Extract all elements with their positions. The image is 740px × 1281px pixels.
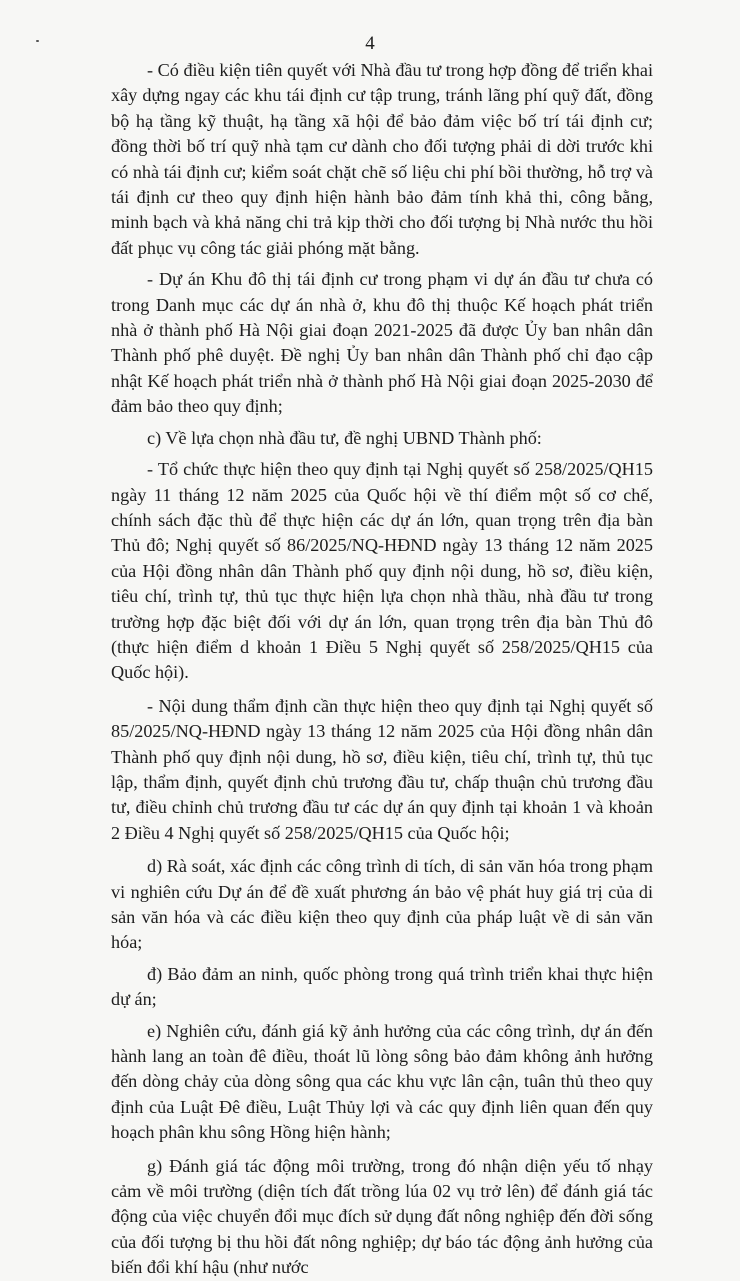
paragraph-dyke-corridor: e) Nghiên cứu, đánh giá kỹ ảnh hưởng của các công trình, dự án đến hành lang an toàn đê điều, thoát lũ lòng sông bảo đảm không ảnh hưởng đến dòng chảy của dòng sông qua các khu vực lân cận, tuân thủ theo quy định của Luật Đê điều, Luật Thủy lợi và các quy định liên quan đến quy hoạch phân khu sông Hồng hiện hành;: [111, 1020, 653, 1143]
paragraph-appraisal-content: - Nội dung thẩm định cần thực hiện theo quy định tại Nghị quyết số 85/2025/NQ-HĐND ngày 13 tháng 12 năm 2025 của Hội đồng nhân dân Thành phố quy định nội dung, hồ sơ, điều kiện, tiêu chí, trình tự, thủ tục lập, thẩm định, quyết định chủ trương đầu tư, chấp thuận chủ trương đầu tư, điều chỉnh chủ trương đầu tư các dự án quy định tại khoản 1 và khoản 2 Điều 4 Nghị quyết số 258/2025/QH15 của Quốc hội;: [111, 695, 653, 843]
paragraph-security-defense: đ) Bảo đảm an ninh, quốc phòng trong quá trình triển khai thực hiện dự án;: [111, 963, 653, 1010]
paragraph-housing-plan: - Dự án Khu đô thị tái định cư trong phạm vi dự án đầu tư chưa có trong Danh mục các dự án nhà ở, khu đô thị thuộc Kế hoạch phát triển nhà ở thành phố Hà Nội giai đoạn 2021-2025 đã được Ủy ban nhân dân Thành phố phê duyệt. Đề nghị Ủy ban nhân dân Thành phố chỉ đạo cập nhật Kế hoạch phát triển nhà ở thành phố Hà Nội giai đoạn 2025-2030 để đảm bảo theo quy định;: [111, 269, 653, 417]
paragraph-resettlement-conditions: - Có điều kiện tiên quyết với Nhà đầu tư trong hợp đồng để triển khai xây dựng ngay các khu tái định cư tập trung, tránh lãng phí quỹ đất, đồng bộ hạ tầng kỹ thuật, hạ tầng xã hội để bảo đảm việc bố trí tái định cư; đồng thời bố trí quỹ nhà tạm cư dành cho đối tượng phải di dời trước khi có nhà tái định cư; kiểm soát chặt chẽ số liệu chi phí bồi thường, hỗ trợ và tái định cư theo quy định hiện hành bảo đảm tính khả thi, công bằng, minh bạch và khả năng chi trả kịp thời cho đối tượng bị Nhà nước thu hồi đất phục vụ công tác giải phóng mặt bằng.: [111, 60, 653, 258]
document-body: [111, 58, 653, 1281]
paragraph-environment-impact: g) Đánh giá tác động môi trường, trong đó nhận diện yếu tố nhạy cảm về môi trường (diện tích đất trồng lúa 02 vụ trở lên) để đánh giá tác động của việc chuyển đổi mục đích sử dụng đất nông nghiệp đến đời sống của đối tượng bị thu hồi đất nông nghiệp; dự báo tác động ảnh hưởng của biến đổi khí hậu (như nước: [111, 1155, 653, 1278]
page-number: 4: [365, 33, 375, 54]
paragraph-heritage-review: d) Rà soát, xác định các công trình di tích, di sản văn hóa trong phạm vi nghiên cứu Dự án để đề xuất phương án bảo vệ phát huy giá trị của di sản văn hóa và các điều kiện theo quy định của pháp luật về di sản văn hóa;: [111, 856, 653, 953]
paragraph-investor-selection: c) Về lựa chọn nhà đầu tư, đề nghị UBND Thành phố:: [147, 427, 542, 448]
paragraph-resolution-258: - Tổ chức thực hiện theo quy định tại Nghị quyết số 258/2025/QH15 ngày 11 tháng 12 năm 2025 của Quốc hội về thí điểm một số cơ chế, chính sách đặc thù để thực hiện các dự án lớn, quan trọng trên địa bàn Thủ đô; Nghị quyết số 86/2025/NQ-HĐND ngày 13 tháng 12 năm 2025 của Hội đồng nhân dân Thành phố quy định nội dung, hồ sơ, điều kiện, tiêu chí, trình tự, thủ tục thực hiện lựa chọn nhà thầu, nhà đầu tư trong trường hợp đặc biệt đối với dự án lớn, quan trọng trên địa bàn Thủ đô (thực hiện điểm d khoản 1 Điều 5 Nghị quyết số 258/2025/QH15 của Quốc hội).: [111, 459, 653, 683]
